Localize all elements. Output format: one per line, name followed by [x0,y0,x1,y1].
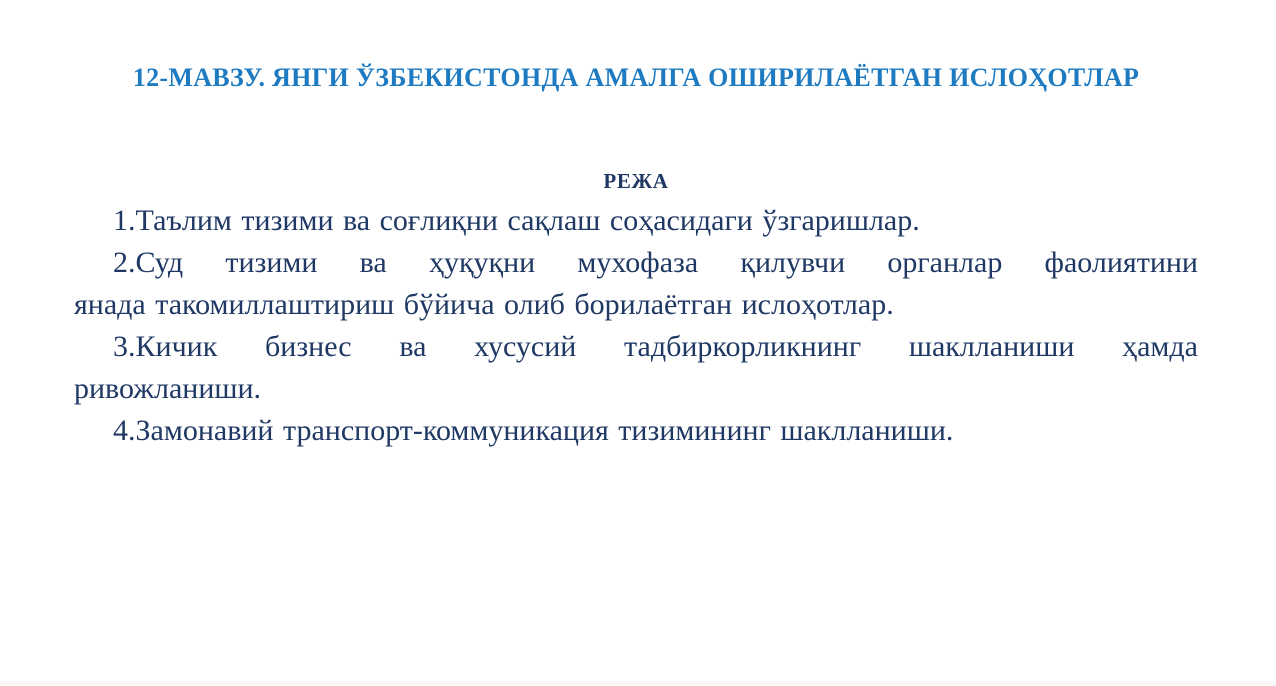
plan-item-3-line-1: 3.Кичик бизнес ва хусусий тадбиркорликнинг шаклланиши ҳамда [113,330,1198,363]
page-bottom-edge [0,681,1276,686]
plan-item-1: 1.Таълим тизими ва соғлиқни сақлаш соҳасидаги ўзгаришлар. [113,204,920,237]
plan-item-2-line-2: янада такомиллаштириш бўйича олиб борилаётган ислоҳотлар. [74,288,894,321]
plan-list [74,200,1198,452]
plan-item-4: 4.Замонавий транспорт-коммуникация тизимининг шаклланиши. [113,414,954,447]
plan-item-2-line-1: 2.Суд тизими ва ҳуқуқни мухофаза қилувчи органлар фаолиятини [113,246,1198,279]
plan-heading: РЕЖА [603,169,669,193]
document-title: 12-МАВЗУ. ЯНГИ ЎЗБЕКИСТОНДА АМАЛГА ОШИРИЛАЁТГАН ИСЛОҲОТЛАР [132,63,1140,92]
document-page [0,62,1276,686]
plan-item-3-line-2: ривожланиши. [74,372,262,405]
